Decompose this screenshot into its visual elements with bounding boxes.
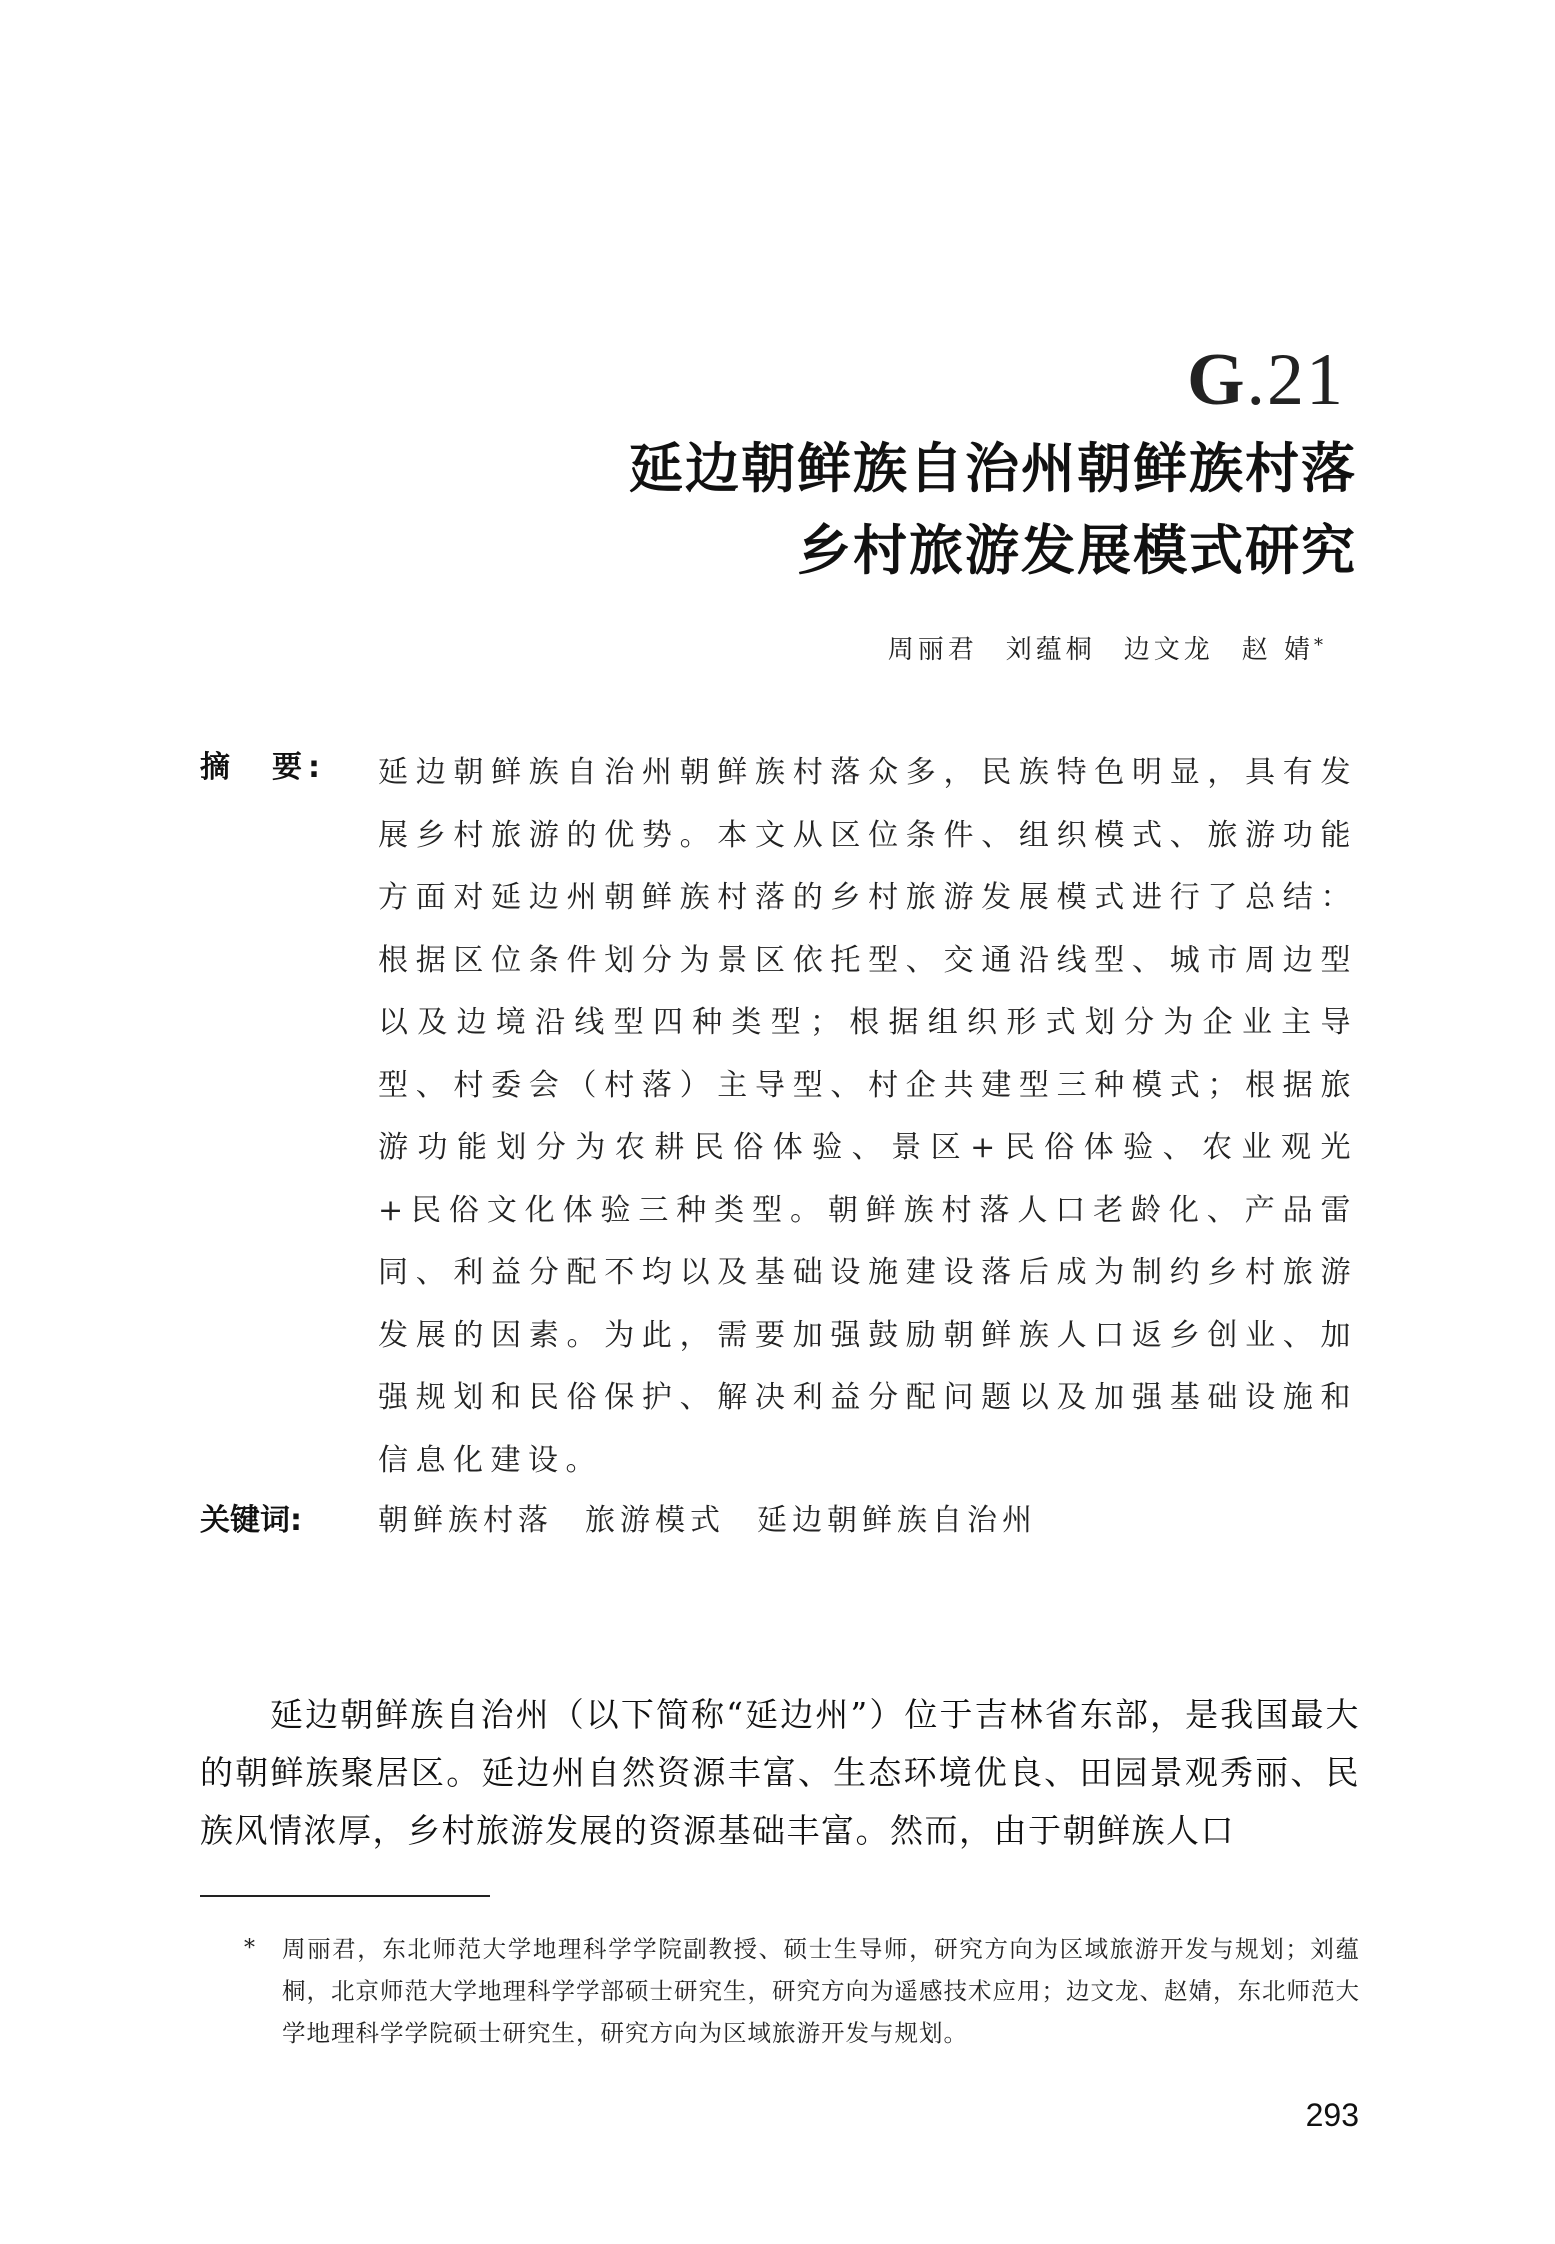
footnote-divider (200, 1895, 490, 1897)
abstract-label: 摘 要: (200, 750, 326, 785)
abstract-text: 延边朝鲜族自治州朝鲜族村落众多，民族特色明显，具有发展乡村旅游的优势。本文从区位条件、组织模式、旅游功能方面对延边州朝鲜族村落的乡村旅游发展模式进行了总结：根据区位条件划分为景区依托型、交通沿线型、城市周边型以及边境沿线型四种类型；根据组织形式划分为企业主导型、村委会（村落）主导型、村企共建型三种模式；根据旅游功能划分为农耕民俗体验、景区+民俗体验、农业观光+民俗文化体验三种类型。朝鲜族村落人口老龄化、产品雷同、利益分配不均以及基础设施建设落后成为制约乡村旅游发展的因素。为此，需要加强鼓励朝鲜族人口返乡创业、加强规划和民俗保护、解决利益分配问题以及加强基础设施和信息化建设。 (378, 755, 1358, 1478)
keyword: 旅游模式 (585, 1503, 725, 1538)
chapter-number: .21 (1246, 339, 1345, 421)
author-name: 赵 婧 (1241, 635, 1314, 665)
chapter-id (1187, 335, 1345, 425)
footnote-mark: * (244, 1936, 255, 1961)
author-name: 边文龙 (1123, 635, 1214, 665)
page-number: 293 (1305, 2097, 1359, 2133)
author-name: 刘蕴桐 (1005, 635, 1096, 665)
keyword: 朝鲜族村落 (378, 1503, 553, 1538)
chapter-letter: G (1186, 339, 1247, 421)
author-list (888, 630, 1327, 670)
body-paragraph: 延边朝鲜族自治州（以下简称“延边州”）位于吉林省东部，是我国最大的朝鲜族聚居区。延边州自然资源丰富、生态环境优良、田园景观秀丽、民族风情浓厚，乡村旅游发展的资源基础丰富。然而，由于朝鲜族人口 (200, 1695, 1360, 1850)
author-footnote-mark: * (1314, 635, 1327, 656)
title-line-1: 延边朝鲜族自治州朝鲜族村落 (629, 437, 1357, 500)
article-title (629, 428, 1357, 592)
keywords-list (378, 1500, 1069, 1542)
footnote-text: 周丽君，东北师范大学地理科学学院副教授、硕士生导师，研究方向为区域旅游开发与规划；刘蕴桐，北京师范大学地理科学学部硕士研究生，研究方向为遥感技术应用；边文龙、赵婧，东北师范大学地理科学学院硕士研究生，研究方向为区域旅游开发与规划。 (282, 1935, 1360, 2047)
title-line-2: 乡村旅游发展模式研究 (797, 519, 1357, 582)
author-name: 周丽君 (887, 635, 978, 665)
keywords-label: 关键词: (200, 1503, 302, 1538)
keyword: 延边朝鲜族自治州 (757, 1503, 1037, 1538)
